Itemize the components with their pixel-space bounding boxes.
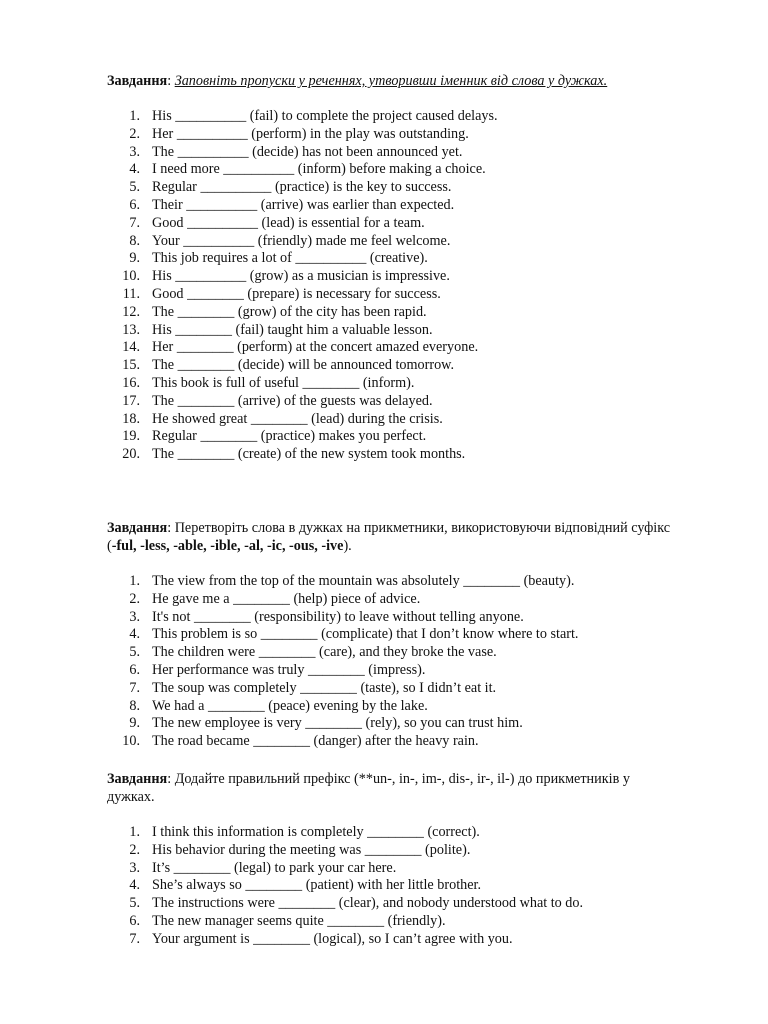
item-text: Her ________ (perform) at the concert amazed everyone. — [152, 339, 479, 356]
item-number: 1. — [129, 573, 140, 589]
task-2-title — [107, 519, 727, 556]
item-text: The new employee is very ________ (rely), so you can trust him. — [152, 715, 523, 732]
item-text: I think this information is completely ________ (correct). — [152, 824, 480, 840]
item-number: 3. — [129, 143, 140, 160]
task-3 — [107, 770, 727, 947]
item-text: The ________ (arrive) of the guests was delayed. — [152, 392, 433, 409]
item-number: 6. — [129, 661, 140, 678]
item-number: 7. — [129, 930, 140, 947]
item-number: 2. — [129, 125, 140, 142]
item-text: He showed great ________ (lead) during the crisis. — [152, 410, 443, 427]
item-text: This book is full of useful ________ (inform). — [152, 374, 415, 391]
item-number: 7. — [129, 214, 140, 231]
item-number: 1. — [129, 108, 140, 124]
item-number: 5. — [129, 644, 140, 661]
item-number: 7. — [129, 679, 140, 696]
suffix-list: -ful, -less, -able, -ible, -al, -ic, -ous, -ive — [111, 538, 344, 555]
item-number: 8. — [129, 232, 140, 249]
item-text: This job requires a lot of __________ (creative). — [152, 250, 428, 267]
item-text: The road became ________ (danger) after the heavy rain. — [152, 733, 479, 750]
item-number: 4. — [129, 877, 140, 894]
item-number: 10. — [122, 733, 140, 750]
task-label: Завдання — [107, 771, 168, 787]
colon: : — [167, 520, 175, 536]
item-number: 6. — [129, 196, 140, 213]
task-1-title — [107, 72, 727, 90]
item-number: 9. — [129, 715, 140, 732]
item-text: The instructions were ________ (clear), and nobody understood what to do. — [152, 895, 584, 912]
item-text: The ________ (decide) will be announced tomorrow. — [152, 357, 455, 374]
colon: : — [167, 771, 175, 787]
task-3-instruction: Додайте правильний префікс (**un-, in-, im-, dis-, ir-, il-) до прикметників у — [174, 771, 630, 787]
item-number: 3. — [129, 608, 140, 625]
item-number: 5. — [129, 179, 140, 196]
item-number: 1. — [129, 824, 140, 840]
item-text: Regular __________ (practice) is the key to success. — [152, 179, 452, 196]
item-text: She’s always so ________ (patient) with her little brother. — [152, 877, 482, 894]
task-3-title — [107, 770, 727, 807]
item-text: Good ________ (prepare) is necessary for success. — [152, 285, 441, 302]
item-number: 3. — [129, 859, 140, 876]
item-number: 17. — [122, 392, 140, 409]
colon: : — [167, 73, 175, 89]
item-text: Her __________ (perform) in the play was outstanding. — [152, 125, 469, 142]
task-label: Завдання — [107, 73, 168, 89]
item-number: 18. — [122, 410, 140, 427]
item-text: His behavior during the meeting was ________ (polite). — [152, 841, 471, 858]
item-number: 12. — [122, 303, 140, 320]
item-text: His ________ (fail) taught him a valuable lesson. — [152, 321, 433, 338]
item-text: He gave me a ________ (help) piece of advice. — [152, 590, 421, 607]
item-number: 20. — [122, 446, 140, 463]
task-2 — [107, 519, 727, 750]
item-text: The ________ (grow) of the city has been rapid. — [152, 303, 427, 320]
item-number: 6. — [129, 912, 140, 929]
item-number: 2. — [129, 590, 140, 607]
item-text: The new manager seems quite ________ (friendly). — [152, 912, 446, 929]
task-1-instruction: Заповніть пропуски у реченнях, утворивши іменник від слова у дужках. — [174, 73, 608, 89]
item-text: Your __________ (friendly) made me feel welcome. — [152, 232, 451, 249]
item-number: 8. — [129, 697, 140, 714]
item-text: The ________ (create) of the new system took months. — [152, 446, 466, 463]
item-number: 16. — [122, 374, 140, 391]
paren-open: ( — [107, 538, 112, 555]
item-number: 13. — [122, 321, 140, 338]
item-text: This problem is so ________ (complicate) that I don’t know where to start. — [152, 626, 579, 643]
task-1 — [107, 72, 727, 463]
item-number: 19. — [122, 428, 140, 445]
item-text: His __________ (grow) as a musician is impressive. — [152, 268, 450, 285]
item-number: 10. — [122, 268, 140, 285]
item-text: Your argument is ________ (logical), so I can’t agree with you. — [152, 930, 513, 947]
paren-close: ). — [343, 538, 352, 555]
item-text: Good __________ (lead) is essential for a team. — [152, 214, 425, 231]
item-number: 14. — [122, 339, 140, 356]
item-text: The children were ________ (care), and they broke the vase. — [152, 644, 497, 661]
item-number: 2. — [129, 841, 140, 858]
item-number: 9. — [129, 250, 140, 267]
item-text: It’s ________ (legal) to park your car here. — [152, 859, 397, 876]
item-number: 4. — [129, 161, 140, 178]
item-text: The __________ (decide) has not been announced yet. — [152, 143, 463, 160]
item-text: The view from the top of the mountain was absolutely ________ (beauty). — [152, 573, 575, 589]
item-text: Their __________ (arrive) was earlier than expected. — [152, 196, 455, 213]
item-text: It's not ________ (responsibility) to leave without telling anyone. — [152, 608, 524, 625]
item-text: I need more __________ (inform) before making a choice. — [152, 161, 486, 178]
task-2-instruction: Перетворіть слова в дужках на прикметники, використовуючи відповідний суфікс — [174, 520, 671, 536]
item-text: Regular ________ (practice) makes you perfect. — [152, 428, 427, 445]
task-label: Завдання — [107, 520, 168, 536]
item-number: 5. — [129, 895, 140, 912]
item-number: 11. — [122, 285, 140, 302]
item-number: 4. — [129, 626, 140, 643]
item-number: 15. — [122, 357, 140, 374]
task-3-instruction-cont: дужках. — [107, 789, 155, 806]
item-text: The soup was completely ________ (taste), so I didn’t eat it. — [152, 679, 497, 696]
item-text: His __________ (fail) to complete the project caused delays. — [152, 108, 498, 124]
item-text: Her performance was truly ________ (impress). — [152, 661, 426, 678]
item-text: We had a ________ (peace) evening by the lake. — [152, 697, 428, 714]
